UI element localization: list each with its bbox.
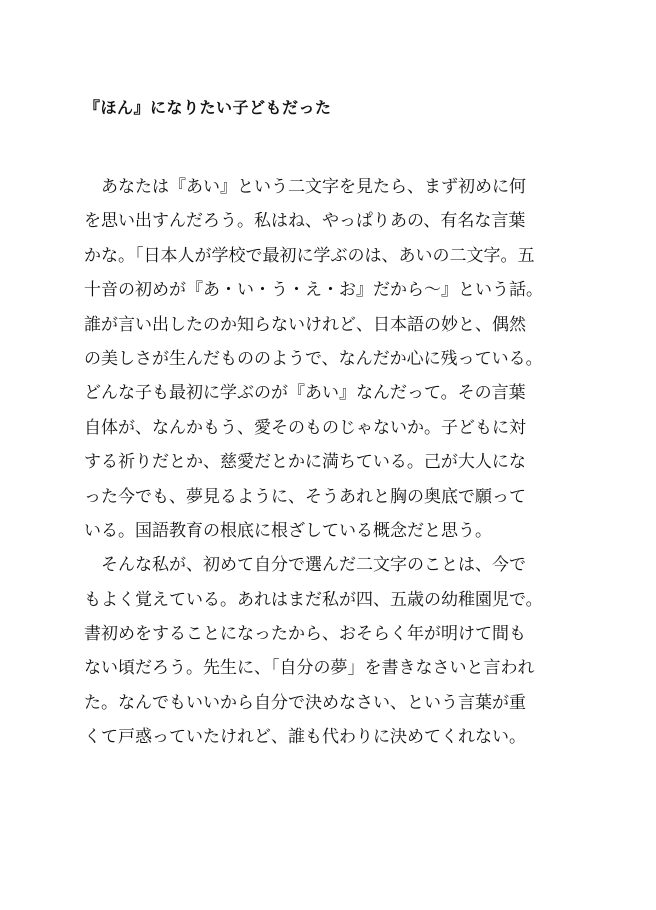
body-line: する祈りだとか、慈愛だとかに満ちている。己が大人にな [84,452,526,473]
body-line: ない頃だろう。先生に、「自分の夢」を書きなさいと言われ [84,658,535,679]
body-line: 書初めをすることになったから、おそらく年が明けて間も [84,624,526,645]
body-line: った今でも、夢見るように、そうあれと胸の奥底で願って [84,486,526,507]
body-line: の美しさが生んだもののようで、なんだか心に残っている。 [84,348,543,369]
body-line: を思い出すんだろう。私はね、やっぱりあの、有名な言葉 [84,211,526,232]
body-line: た。なんでもいいから自分で決めなさい、という言葉が重 [84,692,526,713]
body-line: もよく覚えている。あれはまだ私が四、五歳の幼稚園児で。 [84,589,543,610]
body-line: いる。国語教育の根底に根ざしている概念だと思う。 [84,520,492,541]
body-line: 十音の初めが『あ・い・う・え・お』だから〜』という話。 [84,280,543,301]
body-line: そんな私が、初めて自分で選んだ二文字のことは、今で [84,555,526,576]
body-line: 誰が言い出したのか知らないけれど、日本語の妙と、偶然 [84,314,526,335]
document-body [84,170,579,755]
document-title: 『ほん』になりたい子どもだった [84,98,332,117]
body-line: くて戸惑っていたけれど、誰も代わりに決めてくれない。 [84,727,526,748]
body-line: どんな子も最初に学ぶのが『あい』なんだって。その言葉 [84,383,526,404]
body-line: 自体が、なんかもう、愛そのものじゃないか。子どもに対 [84,417,526,438]
body-line: あなたは『あい』という二文字を見たら、まず初めに何 [84,177,526,197]
body-line: かな。「日本人が学校で最初に学ぶのは、あいの二文字。五 [84,245,535,266]
